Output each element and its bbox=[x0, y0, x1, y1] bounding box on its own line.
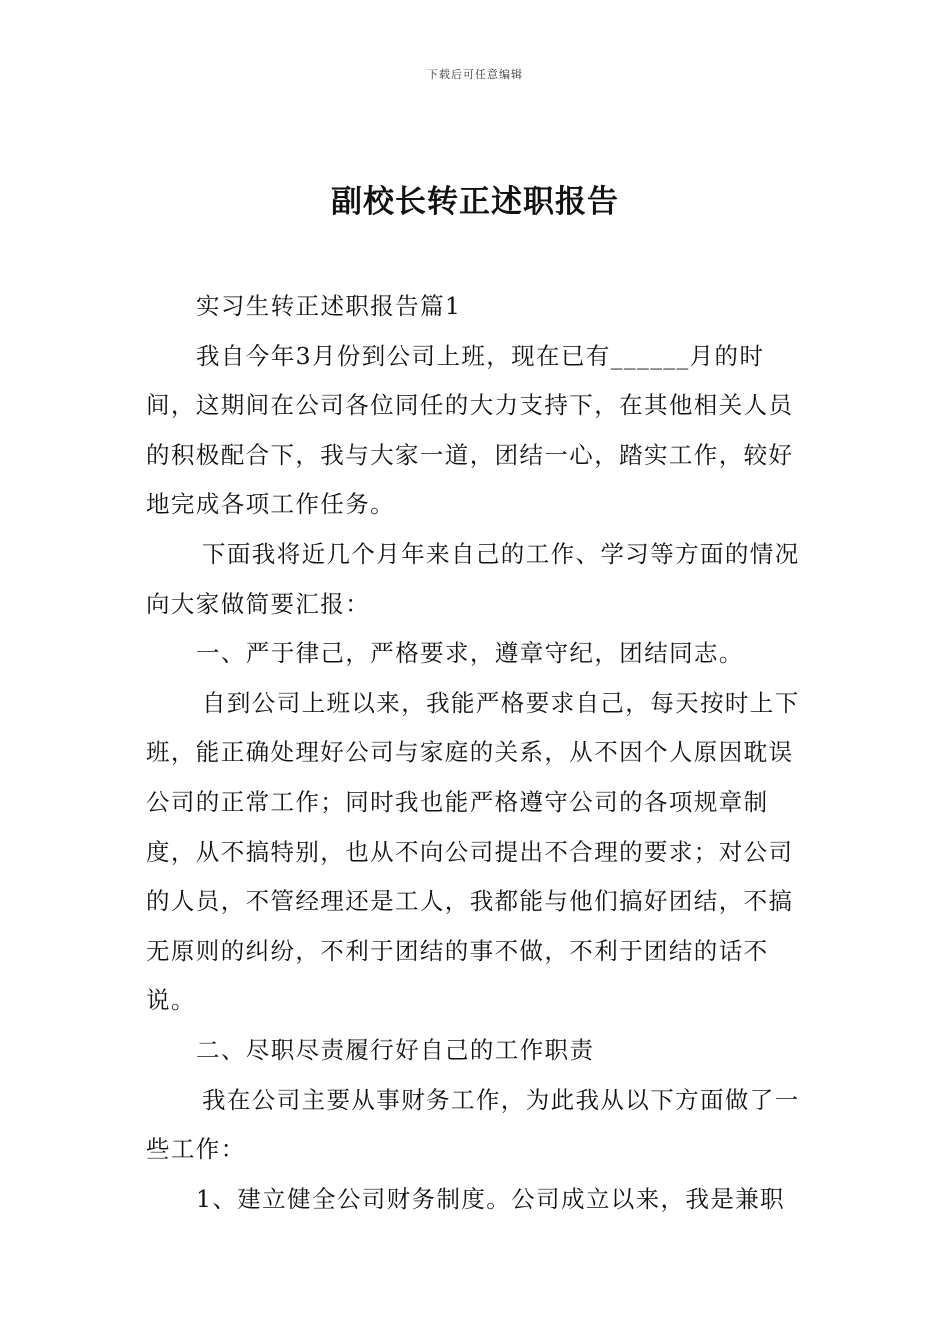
paragraph: 下面我将近几个月年来自己的工作、学习等方面的情况向大家做简要汇报： bbox=[146, 539, 800, 618]
paragraph: 我在公司主要从事财务工作，为此我从以下方面做了一些工作： bbox=[146, 1085, 800, 1164]
section-heading: 一、严于律己，严格要求，遵章守纪，团结同志。 bbox=[196, 639, 744, 668]
section-heading: 实习生转正述职报告篇1 bbox=[196, 292, 462, 320]
document-title: 副校长转正述职报告 bbox=[331, 184, 619, 220]
header-note: 下载后可任意编辑 bbox=[427, 68, 523, 81]
document-body bbox=[146, 282, 810, 1224]
paragraph: 我自今年3月份到公司上班，现在已有______月的时间，这期间在公司各位同任的大力支持下，在其他相关人员的积极配合下，我与大家一道，团结一心，踏实工作，较好地完成各项工作任务。 bbox=[146, 341, 794, 519]
section-heading: 二、尽职尽责履行好自己的工作职责 bbox=[196, 1035, 595, 1064]
paragraph: 自到公司上班以来，我能严格要求自己，每天按时上下班，能正确处理好公司与家庭的关系，从不因个人原因耽误公司的正常工作；同时我也能严格遵守公司的各项规章制度，从不搞特别，也从不向公司提出不合理的要求；对公司的人员，不管经理还是工人，我都能与他们搞好团结，不搞无原则的纠纷，不利于团结的事不做，不利于团结的话不说。 bbox=[146, 688, 800, 1015]
paragraph: 1、建立健全公司财务制度。公司成立以来，我是兼职 bbox=[196, 1184, 786, 1213]
